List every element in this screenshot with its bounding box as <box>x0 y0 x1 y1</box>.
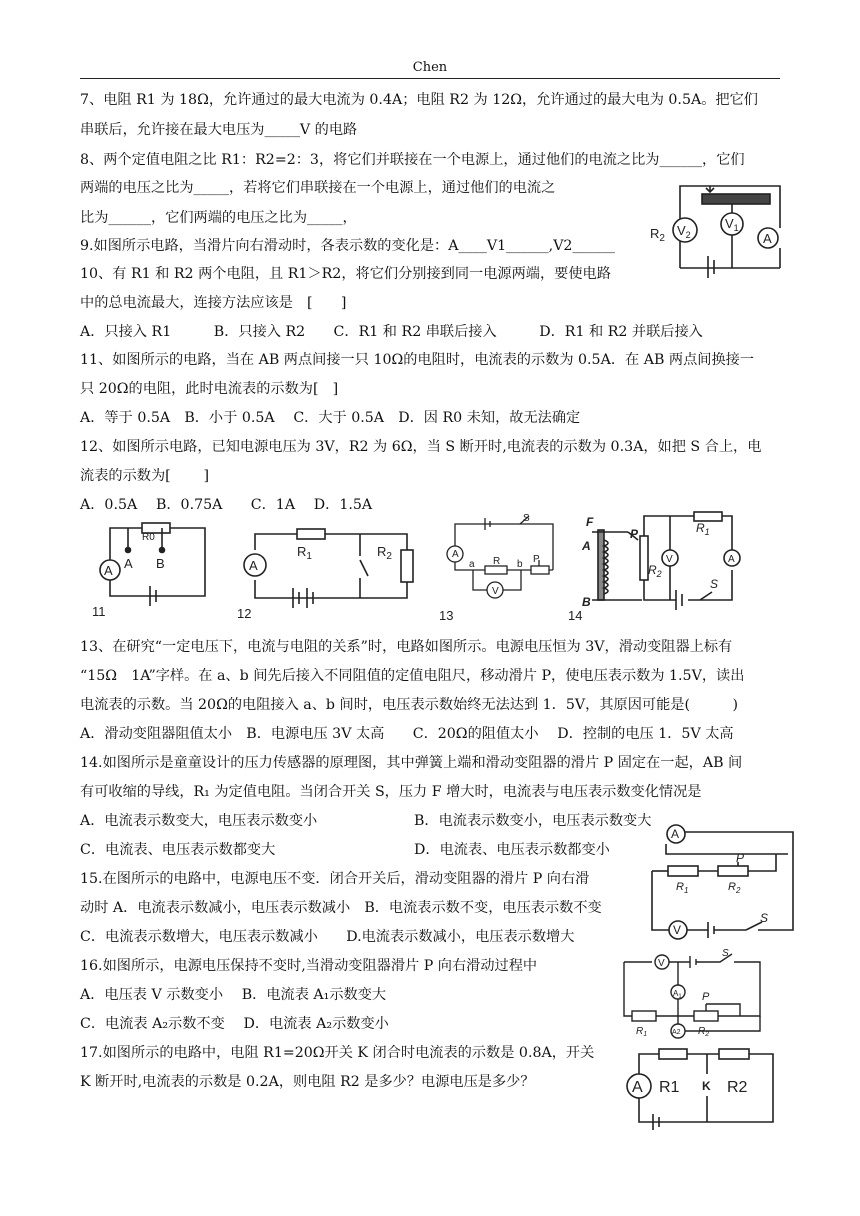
fig16-switch-label: S <box>722 948 729 959</box>
fig16-slider-label: P <box>702 991 710 1003</box>
q13-line3: 电流表的示数。当 20Ω的电阻接入 a、b 间时，电压表示数始终无法达到 1．5V，其原因可能是( ) <box>80 697 739 713</box>
fig11-r0-label: R0 <box>142 532 155 543</box>
figure-q14-circuit <box>568 510 748 622</box>
fig13-voltmeter-label: V <box>492 586 499 597</box>
q10-line2: 中的总电流最大，连接方法应该是 [ ] <box>80 295 347 311</box>
q14-option-d: D．电流表、电压表示数都变小 <box>414 842 610 858</box>
q14-line2: 有可收缩的导线，R₁ 为定值电阻。当闭合开关 S，压力 F 增大时，电流表与电压表示数变化情况是 <box>80 784 702 800</box>
fig13-switch-label: S <box>523 513 530 524</box>
fig15-r1-label: $R_1$ <box>676 881 689 895</box>
q11-options: A．等于 0.5A B．小于 0.5A C．大于 0.5A D．因 R0 未知，故无法确定 <box>80 410 581 426</box>
fig17-r2-label: R2 <box>727 1079 748 1096</box>
fig14-switch-label: S <box>710 577 719 591</box>
fig11-number: 11 <box>92 604 106 619</box>
fig9-r2-label: $R_2$ <box>650 226 665 244</box>
figure-q16-circuit <box>610 944 770 1044</box>
fig15-r2-label: $R_2$ <box>728 881 741 895</box>
q16-line2: A．电压表 V 示数变小 B．电流表 A₁示数变大 <box>80 987 387 1003</box>
q11-line1: 11、如图所示的电路，当在 AB 两点间接一只 10Ω的电阻时，电流表的示数为 0.5A．在 AB 两点间换接一 <box>80 352 755 368</box>
fig14-r1-label: $R_1$ <box>696 521 710 537</box>
fig17-ammeter-label: A <box>632 1079 643 1096</box>
fig13-point-b: b <box>517 559 523 570</box>
figure-q12-circuit <box>235 520 415 620</box>
q8-line2: 两端的电压之比为_____，若将它们串联接在一个电源上，通过他们的电流之 <box>80 180 556 196</box>
fig16-a1-label: $A_1$ <box>673 989 682 1000</box>
q14-option-c: C．电流表、电压表示数都变大 <box>80 842 276 858</box>
page-header: Chen <box>412 60 448 75</box>
q13-line1: 13、在研究“一定电压下，电流与电阻的关系”时，电路如图所示。电源电压恒为 3V，滑动变阻器上标有 <box>80 639 733 655</box>
q10-line1: 10、有 R1 和 R2 两个电阻，且 R1＞R2，将它们分别接到同一电源两端，要使电路 <box>80 266 611 282</box>
fig12-r2-label: $R_2$ <box>377 544 392 562</box>
figure-q15-circuit <box>638 822 798 944</box>
fig16-a2-label: A2 <box>672 1029 681 1036</box>
q8-line1: 8、两个定值电阻之比 R1：R2=2：3，将它们并联接在一个电源上，通过他们的电流之比为______，它们 <box>80 152 745 168</box>
q8-line3: 比为______，它们两端的电压之比为_____， <box>80 210 357 226</box>
q17-line2: K 断开时,电流表的示数是 0.2A，则电阻 R2 是多少？电源电压是多少？ <box>80 1074 535 1090</box>
fig14-point-a: A <box>582 539 591 553</box>
fig14-voltmeter-label: V <box>666 554 673 565</box>
q13-line2: “15Ω 1A”字样。在 a、b 间先后接入不同阻值的定值电阻尺，移动滑片 P，使电压表示数为 1.5V，读出 <box>80 668 745 684</box>
q10-options: A．只接入 R1 B．只接入 R2 C．R1 和 R2 串联后接入 D．R1 和 R2 并联后接入 <box>80 324 703 340</box>
fig13-number: 13 <box>439 608 454 622</box>
fig11-ammeter-label: A <box>104 563 113 578</box>
q14-option-a: A．电流表示数变大，电压表示数变小 <box>80 813 318 829</box>
fig14-force-label: F <box>586 515 594 529</box>
q16-line3: C．电流表 A₂示数不变 D．电流表 A₂示数变小 <box>80 1016 389 1032</box>
fig9-v1-label: $V_1$ <box>725 216 739 233</box>
fig15-ammeter-label: A <box>671 827 680 841</box>
fig9-ammeter-label: A <box>763 231 772 246</box>
q11-line2: 只 20Ω的电阻，此时电流表的示数为[ ] <box>80 381 339 397</box>
fig13-point-a: a <box>469 559 475 570</box>
fig14-number: 14 <box>568 608 583 622</box>
q14-option-b: B．电流表示数变小，电压表示数变大 <box>414 813 652 829</box>
fig16-r1-label: $R_1$ <box>636 1026 648 1038</box>
fig15-switch-label: S <box>760 911 769 925</box>
q15-line2: 动时 A．电流表示数减小，电压表示数减小 B．电流表示数不变，电压表示数不变 <box>80 900 602 916</box>
figure-q17-circuit <box>615 1046 780 1132</box>
q9-line: 9.如图所示电路，当滑片向右滑动时，各表示数的变化是：A____V1______,V2______ <box>80 238 616 254</box>
q7-line2: 串联后，允许接在最大电压为_____V 的电路 <box>80 122 358 138</box>
fig12-number: 12 <box>237 606 252 620</box>
fig17-r1-label: R1 <box>659 1079 680 1096</box>
fig15-voltmeter-label: V <box>673 923 682 937</box>
q16-line1: 16.如图所示，电源电压保持不变时,当滑动变阻器滑片 P 向右滑动过程中 <box>80 958 538 974</box>
figure-q13-circuit <box>425 510 565 622</box>
figure-q11-circuit <box>90 520 215 620</box>
fig13-ammeter-label: A <box>452 549 459 560</box>
fig11-point-b: B <box>156 556 165 571</box>
q12-line2: 流表的示数为[ ] <box>80 468 210 484</box>
header-rule <box>80 78 780 79</box>
q17-line1: 17.如图所示的电路中，电阻 R1=20Ω开关 K 闭合时电流表的示数是 0.8A，开关 <box>80 1045 595 1061</box>
fig14-ammeter-label: A <box>728 554 735 565</box>
fig16-voltmeter-label: V <box>658 958 665 969</box>
q7-line1: 7、电阻 R1 为 18Ω，允许通过的最大电流为 0.4A；电阻 R2 为 12Ω，允许通过的最大电为 0.5A。把它们 <box>80 92 758 108</box>
fig11-point-a: A <box>124 556 133 571</box>
q15-line3: C．电流表示数增大，电压表示数减小 D.电流表示数减小，电压表示数增大 <box>80 929 575 945</box>
fig12-r1-label: $R_1$ <box>297 544 312 562</box>
fig16-r2-label: $R_2$ <box>698 1026 710 1038</box>
fig14-slider-label: P <box>630 527 639 541</box>
q12-options: A．0.5A B．0.75A C．1A D．1.5A <box>80 497 373 513</box>
fig14-r2-label: $R_2$ <box>648 563 662 579</box>
fig13-r-label: R <box>493 556 501 567</box>
fig12-ammeter-label: A <box>249 558 258 573</box>
fig9-v2-label: $V_2$ <box>677 223 691 240</box>
fig14-point-b: B <box>582 595 591 609</box>
figure-q9-circuit <box>640 178 790 280</box>
fig13-slider-label: P <box>533 554 540 565</box>
fig17-switch-label: K <box>702 1079 711 1093</box>
q14-line1: 14.如图所示是童童设计的压力传感器的原理图，其中弹簧上端和滑动变阻器的滑片 P 固定在一起，AB 间 <box>80 755 743 771</box>
fig15-slider-label: P <box>736 851 745 865</box>
q12-line1: 12、如图所示电路，已知电源电压为 3V，R2 为 6Ω，当 S 断开时,电流表的示数为 0.3A，如把 S 合上，电 <box>80 439 762 455</box>
q15-line1: 15.在图所示的电路中，电源电压不变．闭合开关后，滑动变阻器的滑片 P 向右滑 <box>80 871 590 887</box>
q13-options: A．滑动变阻器阻值太小 B．电源电压 3V 太高 C．20Ω的阻值太小 D．控制的电压 1．5V 太高 <box>80 726 734 742</box>
